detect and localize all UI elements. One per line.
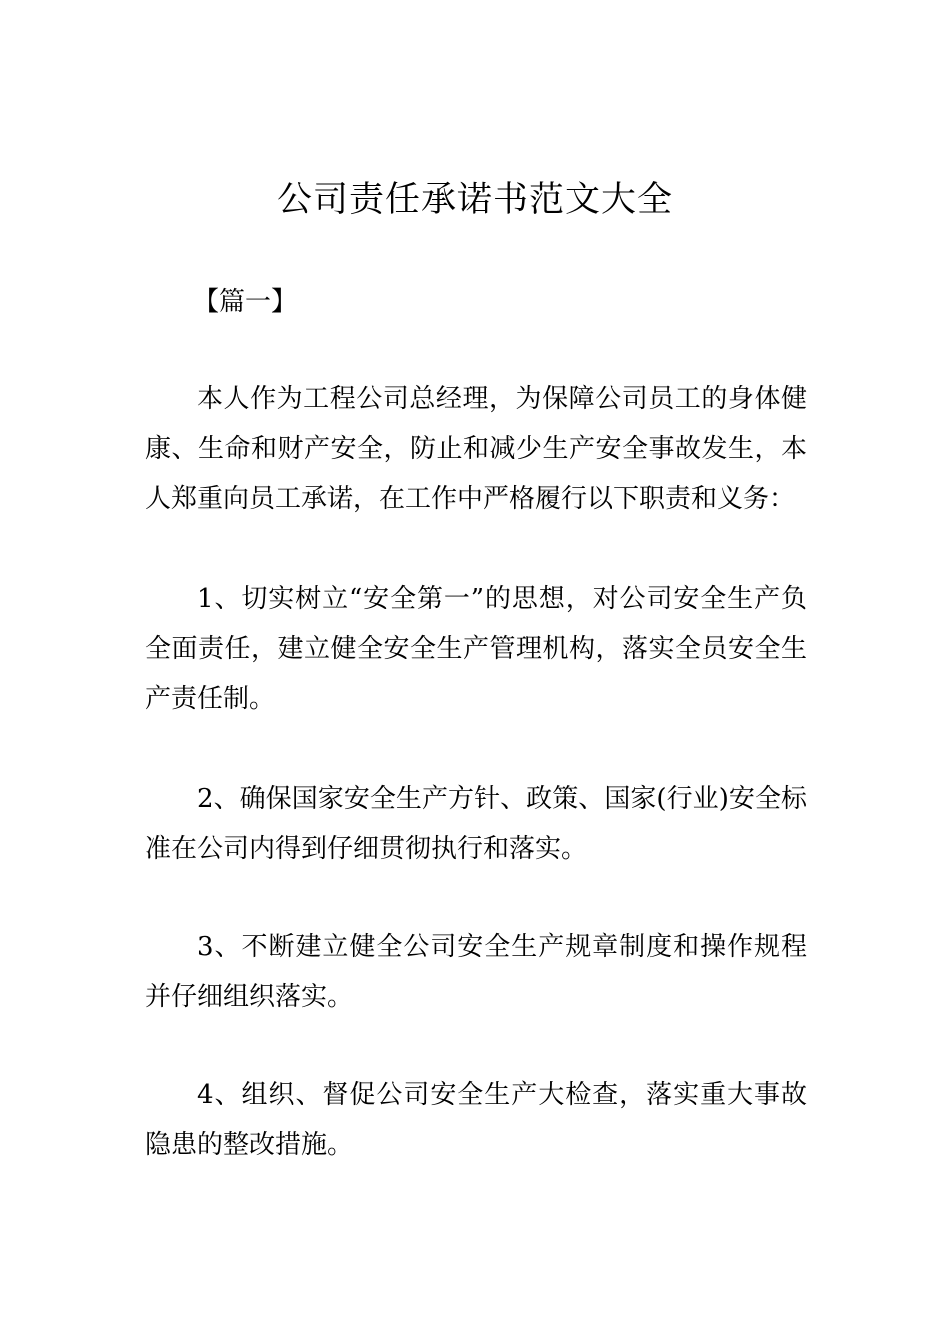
document-title: 公司责任承诺书范文大全 [276, 180, 673, 220]
section-heading: 【篇一】 [193, 287, 298, 317]
paragraph-item-1: 1、切实树立“安全第一”的思想，对公司安全生产负全面责任，建立健全安全生产管理机构，落实全员安全生产责任制。 [145, 584, 807, 714]
paragraph-item-4: 4、组织、督促公司安全生产大检查，落实重大事故隐患的整改措施。 [145, 1080, 807, 1160]
paragraph-intro: 本人作为工程公司总经理，为保障公司员工的身体健康、生命和财产安全，防止和减少生产安全事故发生，本人郑重向员工承诺，在工作中严格履行以下职责和义务： [145, 384, 807, 514]
paragraph-item-2: 2、确保国家安全生产方针、政策、国家(行业)安全标准在公司内得到仔细贯彻执行和落实。 [145, 784, 807, 864]
paragraph-item-3: 3、不断建立健全公司安全生产规章制度和操作规程并仔细组织落实。 [145, 932, 807, 1012]
